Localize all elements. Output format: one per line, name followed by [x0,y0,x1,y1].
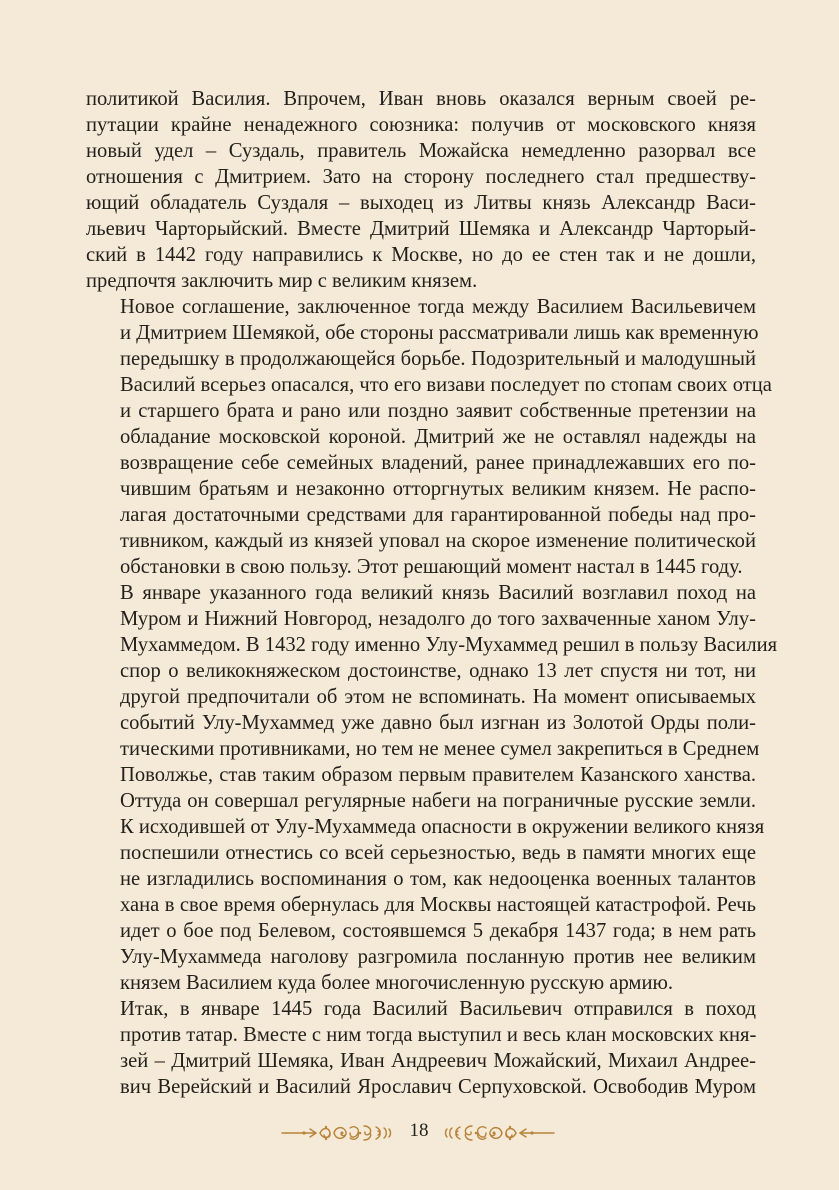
text-line: князем Василием куда более многочисленную русскую армию. [120,972,674,994]
text-line: хана в свое время обернулась для Москвы настоящей катастрофой. Речь [120,894,756,916]
text-line: путации крайне ненадежного союзника: получив от московского князя [86,114,756,136]
text-line: Поволжье, став таким образом первым правителем Казанского ханства. [120,764,756,786]
text-line: К исходившей от Улу-Мухаммеда опасности в окружении великого князя [120,816,765,838]
text-line: передышку в продолжающейся борьбе. Подозрительный и малодушный [120,348,756,370]
paragraph [86,86,756,294]
paragraph [86,580,778,996]
text-line: ский в 1442 году направились к Москве, но до ее стен так и не дошли, [86,244,756,266]
text-line: обладание московской короной. Дмитрий же не оставлял надежды на [120,426,756,448]
text-line: чившим братьям и незаконно отторгнутых великим князем. Не распо- [120,478,756,500]
text-line: Итак, в январе 1445 года Василий Васильевич отправился в поход [120,998,756,1020]
text-line: возвращение себе семейных владений, ранее принадлежавших его по- [120,452,756,474]
text-line: Муром и Нижний Новгород, незадолго до того захваченные ханом Улу- [120,608,756,630]
flourish-ornament-icon [280,1122,395,1144]
text-line: политикой Василия. Впрочем, Иван вновь оказался верным своей ре- [86,88,756,110]
text-line: тическими противниками, но тем не менее сумел закрепиться в Среднем [120,738,760,760]
text-line: тивником, каждый из князей уповал на скорое изменение политической [120,530,756,552]
text-line: ющий обладатель Суздаля – выходец из Литвы князь Александр Васи- [86,192,756,214]
text-line: поспешили отнестись со всей серьезностью, ведь в памяти многих еще [120,842,756,864]
text-line: Оттуда он совершал регулярные набеги на пограничные русские земли. [120,790,756,812]
text-line: предпочтя заключить мир с великим князем. [86,270,478,292]
text-line: событий Улу-Мухаммед уже давно был изгнан из Золотой Орды поли- [120,712,756,734]
page-number: 18 [409,1120,429,1141]
text-line: и старшего брата и рано или поздно заявит собственные претензии на [120,400,756,422]
paragraph [86,996,756,1100]
text-line: новый удел – Суздаль, правитель Можайска немедленно разорвал все [86,140,756,162]
paragraph [86,294,772,580]
text-line: обстановки в свою пользу. Этот решающий момент настал в 1445 году. [120,556,743,578]
text-line: идет о бое под Белевом, состоявшемся 5 декабря 1437 года; в нем рать [120,920,756,942]
text-line: зей – Дмитрий Шемяка, Иван Андреевич Можайский, Михаил Андрее- [120,1050,756,1072]
flourish-ornament-icon [441,1122,556,1144]
text-line: льевич Чарторыйский. Вместе Дмитрий Шемяка и Александр Чарторый- [86,218,756,240]
text-line: и Дмитрием Шемякой, обе стороны рассматривали лишь как временную [120,322,759,344]
text-line: отношения с Дмитрием. Зато на сторону последнего стал предшеству- [86,166,756,188]
page-footer [0,1118,839,1148]
body-text [86,86,778,1100]
text-line: не изгладились воспоминания о том, как недооценка военных талантов [120,868,756,890]
text-line: Мухаммедом. В 1432 году именно Улу-Мухаммед решил в пользу Василия [120,634,778,656]
text-line: В январе указанного года великий князь Василий возглавил поход на [120,582,756,604]
text-line: вич Верейский и Василий Ярославич Серпуховской. Освободив Муром [120,1076,756,1098]
text-line: лагая достаточными средствами для гарантированной победы над про- [120,504,756,526]
text-line: другой предпочитали об этом не вспоминать. На момент описываемых [120,686,756,708]
text-line: спор о великокняжеском достоинстве, однако 13 лет спустя ни тот, ни [120,660,756,682]
text-line: Улу-Мухаммеда наголову разгромила посланную против нее великим [120,946,756,968]
text-line: Новое соглашение, заключенное тогда между Василием Васильевичем [120,296,756,318]
text-line: Василий всерьез опасался, что его визави последует по стопам своих отца [120,374,772,396]
text-line: против татар. Вместе с ним тогда выступил и весь клан московских кня- [120,1024,757,1046]
